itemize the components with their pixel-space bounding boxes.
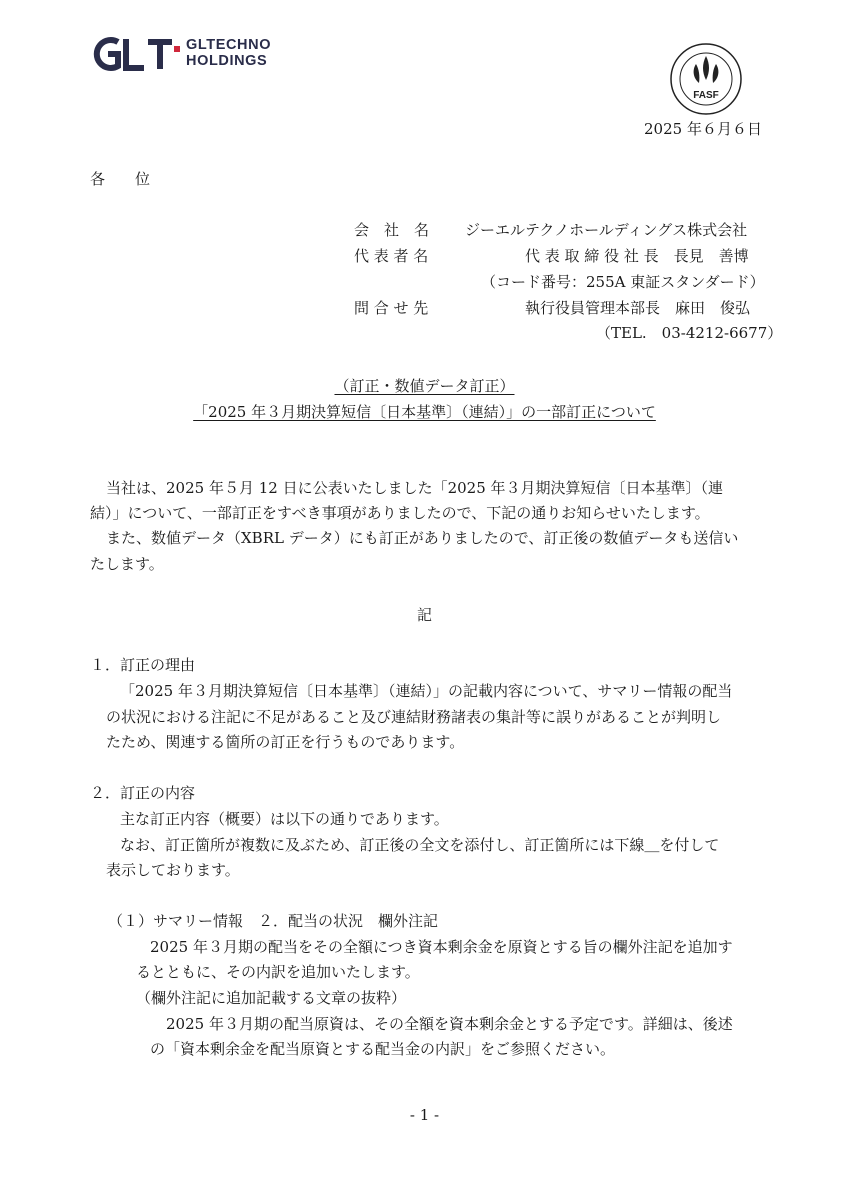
ki-mark: 記 <box>416 606 432 624</box>
subsection-1-line: の「資本剰余金を配当原資とする配当金の内訳」をご参照ください。 <box>150 1040 616 1058</box>
contact-name: 執行役員管理本部長 麻田 俊弘 <box>525 299 751 317</box>
company-label: 会 社 名 <box>354 221 430 239</box>
section-1-line: たため、関連する箇所の訂正を行うものであります。 <box>106 733 465 751</box>
intro-line: 当社は、2025 年５月 12 日に公表いたしました「2025 年３月期決算短信〔日本基準〕（連 <box>106 479 724 497</box>
addressee: 各 位 <box>90 170 151 188</box>
representative-label: 代 表 者 名 <box>354 247 429 265</box>
section-2-line: 表示しております。 <box>106 861 240 879</box>
subsection-1-heading: （１）サマリー情報 ２．配当の状況 欄外注記 <box>108 912 439 930</box>
intro-line: たします。 <box>90 555 164 573</box>
svg-text:FASF: FASF <box>693 90 719 101</box>
document-date: 2025 年６月６日 <box>644 120 762 138</box>
intro-line: また、数値データ（XBRL データ）にも訂正がありましたので、訂正後の数値データも送信い <box>106 529 739 547</box>
subsection-1-line: るとともに、その内訳を追加いたします。 <box>136 963 420 981</box>
section-2-heading: ２．訂正の内容 <box>90 784 196 802</box>
section-2-line: なお、訂正箇所が複数に及ぶため、訂正後の全文を添付し、訂正箇所には下線＿を付して <box>120 836 720 854</box>
section-1-line: 「2025 年３月期決算短信〔日本基準〕（連結）」の記載内容について、サマリー情報の配当 <box>120 682 733 700</box>
subsection-1-line: 2025 年３月期の配当をその全額につき資本剰余金を原資とする旨の欄外注記を追加す <box>150 938 733 956</box>
subsection-1-line: （欄外注記に追加記載する文章の抜粋） <box>136 989 407 1007</box>
representative-name: 代 表 取 締 役 社 長 長見 善博 <box>525 247 749 265</box>
intro-line: 結）」について、一部訂正をすべき事項がありましたので、下記の通りお知らせいたします。 <box>90 504 710 522</box>
title-line-1: （訂正・数値データ訂正） <box>334 377 515 395</box>
page-number: - 1 - <box>409 1106 440 1124</box>
company-logo-text: GLTECHNO HOLDINGS <box>186 37 272 69</box>
section-1-line: の状況における注記に不足があること及び連結財務諸表の集計等に誤りがあることが判明し <box>106 708 722 726</box>
contact-tel: （TEL. 03-4212-6677） <box>596 324 783 342</box>
section-1-heading: １．訂正の理由 <box>90 656 196 674</box>
company-name: ジーエルテクノホールディングス株式会社 <box>465 221 748 239</box>
subsection-1-line: 2025 年３月期の配当原資は、その全額を資本剰余金とする予定です。詳細は、後述 <box>166 1015 733 1033</box>
fasf-seal-icon <box>669 42 743 116</box>
stock-code: （コード番号：255A 東証スタンダード） <box>481 273 765 291</box>
section-2-line: 主な訂正内容（概要）は以下の通りであります。 <box>120 810 449 828</box>
contact-label: 問 合 せ 先 <box>354 299 429 317</box>
title-line-2: 「2025 年３月期決算短信〔日本基準〕（連結）」の一部訂正について <box>193 403 656 421</box>
